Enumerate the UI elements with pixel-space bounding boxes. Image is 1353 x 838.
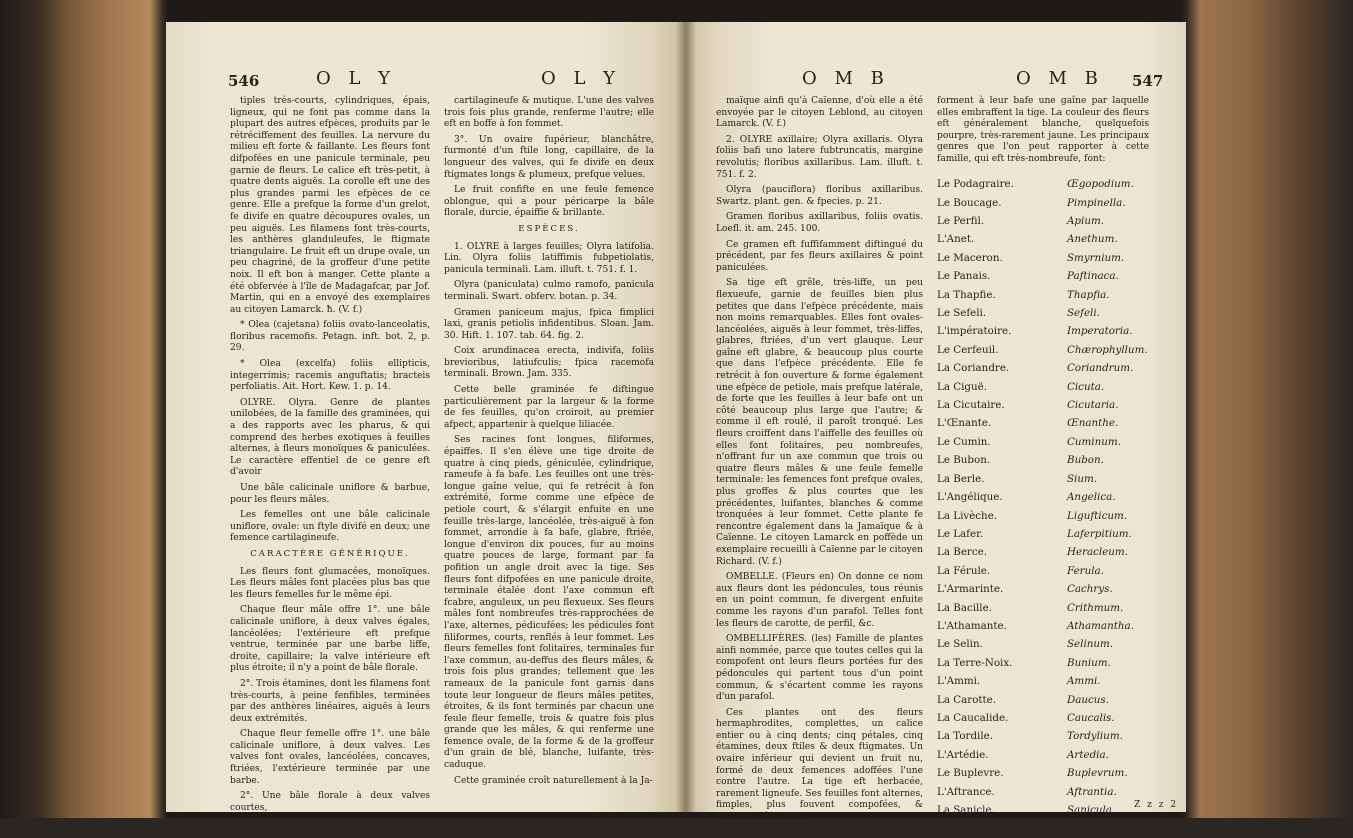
genus-row (937, 193, 1177, 211)
genus-latin-name: Laferpitium. (1067, 527, 1132, 540)
genus-row (937, 175, 1177, 193)
umbellifer-genera-list (937, 175, 1177, 838)
genus-latin-name: Selinum. (1067, 638, 1114, 651)
page-number-right: 547 (1132, 72, 1164, 90)
genus-latin-name: Cicuta. (1067, 380, 1105, 393)
genus-french-name: La Coriandre. (937, 362, 1010, 375)
genus-row (937, 230, 1177, 248)
header-left-col1: O L Y (316, 68, 397, 89)
genus-french-name: La Carotte. (937, 693, 997, 706)
genus-french-name: La Caucalide. (937, 711, 1009, 724)
genus-latin-name: Angelica. (1067, 491, 1116, 504)
paragraph: ESPÈCES. (518, 223, 580, 234)
paragraph: Olyra (paniculata) culmo ramofo, panicula terminali. Swart. obferv. botan. p. 34. (444, 280, 654, 302)
paragraph: Ses racines font longues, filiformes, épaiffes. Il s'en élève une tige droite de quatre à cinq pieds, géniculée, cylindrique, rameufe à fa bafe. Les feuilles ont une très-longue gaîne velue, qui fe retrécit à fon extrémité, forme comme une efpèce de petiole court, & s'élargit enfuite en une feuille très-large, lancéolée, très-aiguë à fon fommet, arrondie à fa bafe, glabre, ftriée, longue d'environ dix pouces, fur au moins quatre pouces de large, formant par fa pofition un angle droit avec la tige. Ses fleurs font difpofées en une panicule droite, terminale étalée dont l'axe commun eft fcabre, anguleux, un peu flexueux. Ses fleurs mâles font nombreufes très-rapprochées de l'axe, alternes, pédicufées; les pédicules font filiformes, courts, renflés à leur fommet. Les fleurs femelles font folitaires, terminales fur l'axe commun, au-deffus des fleurs mâles, & trois fois plus grandes; tellement que les rameaux de la panicule font garnis dans toute leur longueur de fleurs mâles petites, étroites, & ils font terminés par chacun une feule fleur femelle, trois & quatre fois plus grande que les mâles, & qui renferme une femence ovale, de la forme & de la groffeur d'un grain de blé, blanche, luifante, très-caduque. (444, 435, 654, 771)
genus-row (937, 396, 1177, 414)
genus-latin-name: Aftrantia. (1067, 785, 1117, 798)
genus-latin-name: Ammi. (1067, 675, 1101, 688)
genus-french-name: Le Podagraire. (937, 178, 1014, 191)
genus-row (937, 470, 1177, 488)
paragraph: Les femelles ont une bâle calicinale uniflore, ovale: un ftyle divifé en deux; une femence cartilagineufe. (230, 510, 430, 544)
genus-latin-name: Imperatoria. (1067, 325, 1133, 338)
genus-latin-name: Anethum. (1067, 233, 1118, 246)
paragraph: Gramen floribus axillaribus, foliis ovatis. Loefl. it. am. 245. 100. (716, 212, 923, 234)
genus-latin-name: Heracleum. (1067, 546, 1128, 559)
genus-french-name: L'Artédie. (937, 748, 989, 761)
genus-latin-name: Thapfia. (1067, 288, 1110, 301)
genus-french-name: L'impératoire. (937, 325, 1012, 338)
genus-row (937, 341, 1177, 359)
genus-latin-name: Sium. (1067, 472, 1098, 485)
genus-row (937, 598, 1177, 616)
paragraph: CARACTÈRE GÉNÉRIQUE. (250, 548, 410, 559)
genus-latin-name: Sefeli. (1067, 307, 1100, 320)
genus-row (937, 433, 1177, 451)
genus-french-name: L'Aftrance. (937, 785, 995, 798)
genus-french-name: Le Bubon. (937, 454, 991, 467)
genus-latin-name: Apium. (1067, 215, 1104, 228)
paragraph: Ce gramen eft fuffifamment diftingué du précédent, par fes fleurs axillaires & point paniculées. (716, 239, 923, 273)
genus-french-name: La Ciguë. (937, 380, 988, 393)
genus-latin-name: Tordylium. (1067, 730, 1123, 743)
paragraph: 2°. Une bâle florale à deux valves courtes, (230, 791, 430, 813)
paragraph: 2°. Trois étamines, dont les filamens font très-courts, à peine fenfibles, terminées par des anthères linéaires, aiguës à leurs deux extrémités. (230, 678, 430, 724)
left-page-column-1 (230, 96, 430, 818)
genus-french-name: La Berle. (937, 472, 985, 485)
genus-french-name: L'Angélique. (937, 491, 1003, 504)
genus-french-name: La Cicutaire. (937, 399, 1005, 412)
genus-row (937, 488, 1177, 506)
paragraph: OMBELLIFÈRES. (les) Famille de plantes ainfi nommée, parce que toutes celles qui la compofent ont leurs fleurs portées fur des pédoncules qui partent tous d'un point commun, & s'écartent comme les rayons d'un parafol. (716, 634, 923, 703)
genus-row (937, 285, 1177, 303)
genus-latin-name: Artedia. (1067, 748, 1109, 761)
genus-row (937, 727, 1177, 745)
genus-row (937, 764, 1177, 782)
genus-row (937, 672, 1177, 690)
paragraph: maïque ainfi qu'à Caïenne, d'où elle a été envoyée par le citoyen Leblond, au citoyen Lamarck. (V. f.) (716, 96, 923, 130)
right-page (686, 22, 1186, 835)
genus-row (937, 782, 1177, 800)
genus-french-name: Le Selin. (937, 638, 983, 651)
ombelliferes-intro: forment à leur bafe une gaîne par laquelle elles embraffent la tige. La couleur des fleurs eft généralement blanche, quelquefois pourpre, très-rarement jaune. Les principaux genres que l'on peut rapporter à cette famille, qui eft très-nombreufe, font: (937, 96, 1149, 164)
genus-row (937, 359, 1177, 377)
genus-row (937, 451, 1177, 469)
genus-latin-name: Crithmum. (1067, 601, 1124, 614)
genus-row (937, 635, 1177, 653)
genus-french-name: La Thapfie. (937, 288, 996, 301)
left-page-column-2 (444, 96, 654, 791)
genus-french-name: La Terre-Noix. (937, 656, 1013, 669)
genus-latin-name: Pimpinella. (1067, 196, 1126, 209)
paragraph: Cette belle graminée fe diftingue particulièrement par la largeur & la forme de fes feuilles, qu'on croiroit, au premier afpect, appartenir à quelque liliacée. (444, 385, 654, 430)
genus-french-name: Le Perfil. (937, 215, 985, 228)
genus-row (937, 819, 1177, 837)
paragraph: Les fleurs font glumacées, monoïques. Les fleurs mâles font placées plus bas que les fleurs femelles fur le même épi. (230, 566, 430, 600)
paragraph: Ces plantes ont des fleurs hermaphrodites, complettes, un calice entier ou à cinq dents; cinq pétales, cinq étamines, deux ftiles & deux ftigmates. Un ovaire inférieur qui devient un fruit nu, formé de deux femences adoffées l'une contre l'autre. La tige eft herbacée, rarement ligneufe. Ses feuilles font alternes, fimples, plus fouvent compofées, & furcompofées. Elles (716, 707, 923, 823)
right-page-column-1 (716, 96, 923, 828)
paragraph: Olyra (pauciflora) floribus axillaribus. Swartz. plant. gen. & fpecies. p. 21. (716, 185, 923, 207)
genus-french-name: La Sanicle. (937, 804, 995, 817)
genus-latin-name: Bunium. (1067, 656, 1111, 669)
genus-latin-name: Athamantha. (1067, 619, 1134, 632)
genus-latin-name: Smyrnium. (1067, 251, 1125, 264)
genus-row (937, 267, 1177, 285)
book-gutter (676, 22, 696, 812)
genus-row (937, 617, 1177, 635)
genus-latin-name: Œnanthe. (1067, 417, 1119, 430)
right-page-column-2-intro (937, 96, 1149, 170)
genus-latin-name: Buplevrum. (1067, 767, 1128, 780)
paragraph: * Olea (cajetana) foliis ovato-lanceolatis, floribus racemofis. Petagn. inft. bot. 2, p. 29. (230, 320, 430, 354)
genus-latin-name: Caucalis. (1067, 711, 1115, 724)
paragraph: cartilagineufe & mutique. L'une des valves trois fois plus grande, renferme l'autre; elle eft en boffe à fon fommet. (444, 96, 654, 130)
page-number-left: 546 (228, 72, 260, 90)
paragraph: tiples très-courts, cylindriques, épais, ligneux, qui ne font pas comme dans la plupart des autres efpèces, produits par le rétréciffement des feuilles. La nervure du milieu eft forte & faillante. Les fleurs font difpofées en une panicule terminale, peu garnie de fleurs. Le calice eft très-petit, à quatre dents aiguës. La corolle eft une des plus grandes parmi les efpèces de ce genre. Elle a prefque la forme d'un grelot, fe divife en quatre découpures ovales, un peu aiguës. Les filamens font très-courts, les anthères glanduleufes, le ftigmate triangulaire. Le fruit eft un drupe ovale, un peu chagriné, de la groffeur d'une petite noix. Il eft bon à manger. Cette plante a été obfervée à l'île de Madagafcar, par Jof. Martin, qui en a envoyé des exemplaires au citoyen Lamarck. ħ. (V. f.) (230, 96, 430, 315)
signature-mark: Z z z 2 (1134, 800, 1179, 810)
paragraph: Chaque fleur femelle offre 1°. une bâle calicinale uniflore, à deux valves. Les valves font ovales, lancéolées, concaves, ftriées, l'extérieure terminée par une barbe. (230, 729, 430, 786)
paragraph: OLYRE. Olyra. Genre de plantes unilobées, de la famille des graminées, qui a des rapports avec les pharus, & qui comprend des herbes exotiques à feuilles alternes, à fleurs monoïques & paniculées. Le caractère effentiel de ce genre eft d'avoir (230, 397, 430, 478)
paragraph: Gramen paniceum majus, fpica fimplici laxi, granis petiolis infidentibus. Sloan. Jam. 30. Hift. 1. 107. tab. 64. fig. 2. (444, 307, 654, 341)
genus-french-name: Le Boucage. (937, 196, 1002, 209)
genus-french-name: La Berce. (937, 546, 987, 559)
genus-row (937, 709, 1177, 727)
genus-latin-name: Cuminum. (1067, 435, 1121, 448)
genus-row (937, 543, 1177, 561)
genus-french-name: Le Cumin. (937, 435, 991, 448)
genus-row (937, 212, 1177, 230)
paragraph: Une bâle calicinale uniflore & barbue, pour les fleurs mâles. (230, 483, 430, 505)
left-page (166, 22, 686, 812)
genus-french-name: Le Panais. (937, 270, 991, 283)
genus-french-name: Le Maceron. (937, 251, 1003, 264)
paragraph: 1. OLYRE à larges feuilles; Olyra latifolia. Lin. Olyra foliis latiffimis fubpetiolatis, panicula terminali. Lam. illuft. t. 751. f. 1. (444, 241, 654, 275)
genus-latin-name: Cachrys. (1067, 583, 1113, 596)
paragraph: Chaque fleur mâle offre 1°. une bâle calicinale uniflore, à deux valves égales, lancéolées; l'extérieure eft prefque ventrue, terminée par une barbe liffe, droite, capillaire; la valve intérieure eft plus étroite; il n'y a point de bâle florale. (230, 605, 430, 674)
genus-latin-name: Ferula. (1067, 564, 1104, 577)
genus-french-name: La Férule. (937, 564, 991, 577)
genus-latin-name: Echinophora. (1067, 822, 1137, 835)
genus-latin-name: Cicutaria. (1067, 399, 1119, 412)
genus-row (937, 562, 1177, 580)
genus-french-name: L'Anet. (937, 233, 975, 246)
genus-row (937, 580, 1177, 598)
genus-french-name: L'Armarinte. (937, 583, 1004, 596)
genus-row (937, 654, 1177, 672)
paragraph: Sa tige eft grêle, très-liffe, un peu flexueufe, garnie de feuilles bien plus petites que dans l'efpèce précédente, mais non moins remarquables. Elles font ovales-lancéolées, aiguës à leur fommet, très-liffes, glabres, ftriées, d'un vert glauque. Leur gaîne eft glabre, & beaucoup plus courte que dans l'efpèce précédente. Elle fe retrécit à fon ouverture & forme également une efpèce de petiole, mais prefque latérale, de forte que les feuilles à leur bafe ont un côté beaucoup plus large que l'autre; & comme il eft roulé, il paroît tronqué. Les fleurs croiffent dans l'aiffelle des feuilles où elles font folitaires, peu nombreufes, n'offrant fur un axe commun que trois ou quatre fleurs mâles & une feule femelle terminale: les femences font prefque ovales, plus groffes & plus courtes que les précédentes, luifantes, blanches & comme tronquées à leur fommet. Cette plante fe rencontre également dans la Jamaïque & à Caïenne. Le citoyen Lamarck en poffède un exemplaire recueilli à Caïenne par le citoyen Richard. (V. f.) (716, 278, 923, 567)
genus-latin-name: Bubon. (1067, 454, 1104, 467)
header-right-col1: O M B (802, 68, 890, 89)
genus-french-name: L'Athamante. (937, 619, 1007, 632)
genus-row (937, 249, 1177, 267)
paragraph: Cette graminée croît naturellement à la Ja- (454, 775, 653, 786)
genus-latin-name: Œgopodium. (1067, 178, 1134, 191)
paragraph: * Olea (excelfa) foliis ellipticis, integerrimis; racemis anguftatis; bracteis perfoliatis. Ait. Hort. Kew. 1. p. 14. (230, 359, 430, 393)
header-left-col2: O L Y (541, 68, 622, 89)
genus-row (937, 690, 1177, 708)
header-right-col2: O M B (1016, 68, 1104, 89)
genus-row (937, 525, 1177, 543)
genus-french-name: L'Échinophore. (937, 822, 1017, 835)
genus-row (937, 746, 1177, 764)
genus-french-name: Le Buplevre. (937, 767, 1004, 780)
paragraph: Le fruit confifte en une feule femence oblongue, qui a pour péricarpe la bâle florale, durcie, épaiffie & brillante. (444, 185, 654, 219)
genus-french-name: Le Lafer. (937, 527, 984, 540)
genus-french-name: La Livèche. (937, 509, 998, 522)
genus-row (937, 414, 1177, 432)
genus-latin-name: Coriandrum. (1067, 362, 1134, 375)
genus-french-name: L'Œnante. (937, 417, 992, 430)
genus-latin-name: Daucus. (1067, 693, 1109, 706)
genus-row (937, 506, 1177, 524)
genus-french-name: La Bacille. (937, 601, 992, 614)
genus-latin-name: Paftinaca. (1067, 270, 1119, 283)
paragraph: OMBELLE. (Fleurs en) On donne ce nom aux fleurs dont les pédoncules, tous réunis en un point commun, fe divergent enfuite comme les rayons d'un parafol. Telles font les fleurs de carotte, de perfil, &c. (716, 572, 923, 629)
genus-latin-name: Ligufticum. (1067, 509, 1128, 522)
genus-french-name: La Tordile. (937, 730, 993, 743)
genus-row (937, 377, 1177, 395)
genus-latin-name: Chærophyllum. (1067, 343, 1148, 356)
paragraph: 3°. Un ovaire fupérieur, blanchâtre, furmonté d'un ftile long, capillaire, de la longueur des valves, qui fe divife en deux ftigmates longs & plumeux, prefque velues. (444, 134, 654, 180)
genus-row (937, 322, 1177, 340)
genus-french-name: Le Sefeli. (937, 307, 987, 320)
paragraph: Coix arundinacea erecta, indivifa, foliis brevioribus, latiufculis; fpica racemofa terminali. Brown. Jam. 335. (444, 346, 654, 380)
genus-french-name: L'Ammi. (937, 675, 981, 688)
genus-latin-name: Sanicula. (1067, 804, 1116, 817)
genus-french-name: Le Cerfeuil. (937, 343, 999, 356)
paragraph: 2. OLYRE axillaire; Olyra axillaris. Olyra foliis bafi uno latere fubtruncatis, margine revolutis; floribus axillaribus. Lam. illuft. t. 751. f. 2. (716, 134, 923, 180)
genus-row (937, 304, 1177, 322)
